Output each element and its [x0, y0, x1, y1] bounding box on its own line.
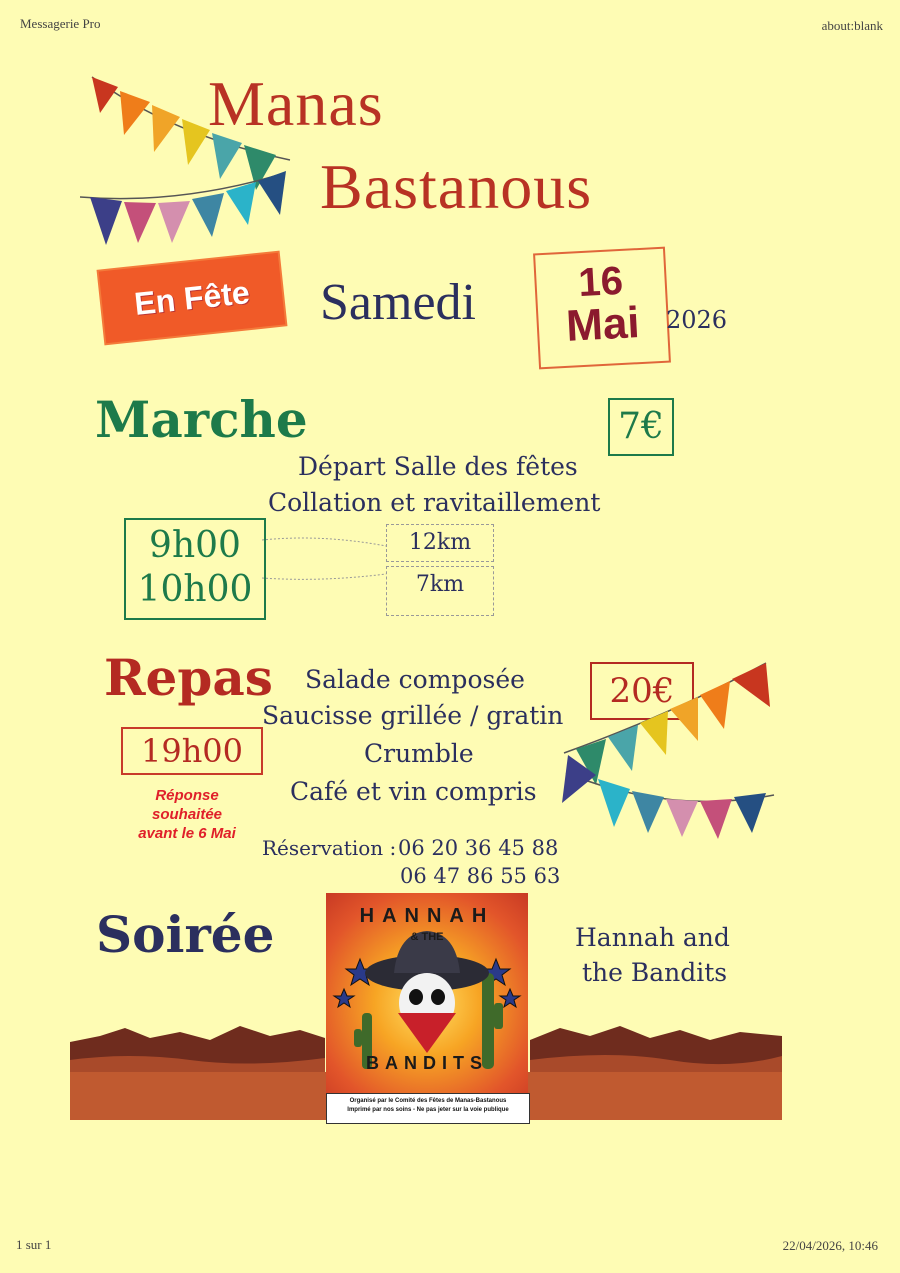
menu-item-2: Saucisse grillée / gratin [262, 701, 564, 730]
print-datetime: 22/04/2026, 10:46 [782, 1238, 878, 1253]
en-fete-badge [99, 253, 286, 343]
menu-item-1: Salade composée [305, 665, 525, 694]
page-counter: 1 sur 1 [16, 1237, 52, 1252]
logo-text-mid: & THE [410, 931, 444, 943]
credits-line-2: Imprimé par nos soins - Ne pas jeter sur la voie publique [347, 1107, 509, 1113]
marche-time-1: 9h00 [149, 525, 241, 566]
repas-time: 19h00 [121, 727, 263, 775]
credits-box [326, 1093, 530, 1124]
phone-2: 06 47 86 55 63 [400, 864, 561, 888]
marche-connectors [262, 530, 388, 590]
page-url: about:blank [821, 18, 883, 33]
app-name: Messagerie Pro [20, 16, 101, 31]
date-box [533, 247, 671, 370]
marche-distance-1: 12km [386, 524, 494, 562]
repas-price: 20€ [590, 662, 694, 720]
repas-heading: Repas [104, 648, 273, 707]
title-line-2: Bastanous [320, 151, 593, 222]
date-month: Mai [564, 298, 641, 351]
marche-line-2: Collation et ravitaillement [268, 488, 601, 517]
logo-text-top: HANNAH [359, 905, 495, 927]
reponse-line-3: avant le 6 Mai [138, 825, 236, 842]
phone-1: 06 20 36 45 88 [398, 836, 559, 860]
menu-item-4: Café et vin compris [290, 777, 537, 806]
marche-price: 7€ [608, 398, 674, 456]
date-number: 16 [577, 258, 625, 306]
credits-line-1: Organisé par le Comité des Fêtes de Manas-Bastanous [349, 1098, 507, 1104]
menu-item-3: Crumble [364, 739, 474, 768]
year-label: 2026 [666, 306, 728, 334]
day-label: Samedi [320, 274, 476, 331]
en-fete-text: En Fête [132, 274, 252, 322]
marche-times-box [124, 518, 266, 620]
logo-text-bottom: BANDITS [366, 1053, 488, 1073]
marche-time-2: 10h00 [137, 569, 253, 610]
band-logo [326, 893, 528, 1093]
title-line-1: Manas [208, 68, 384, 139]
band-name-line-1: Hannah and [575, 923, 730, 952]
marche-line-1: Départ Salle des fêtes [298, 452, 578, 481]
band-name-line-2: the Bandits [582, 958, 728, 987]
reponse-note [112, 786, 262, 843]
reponse-line-2: souhaitée [151, 806, 223, 823]
reservation-label: Réservation : [262, 836, 397, 860]
marche-heading: Marche [95, 390, 308, 449]
soiree-heading: Soirée [96, 905, 275, 964]
bunting-right [560, 655, 780, 845]
reponse-line-1: Réponse [155, 787, 219, 804]
marche-distance-2: 7km [386, 566, 494, 616]
